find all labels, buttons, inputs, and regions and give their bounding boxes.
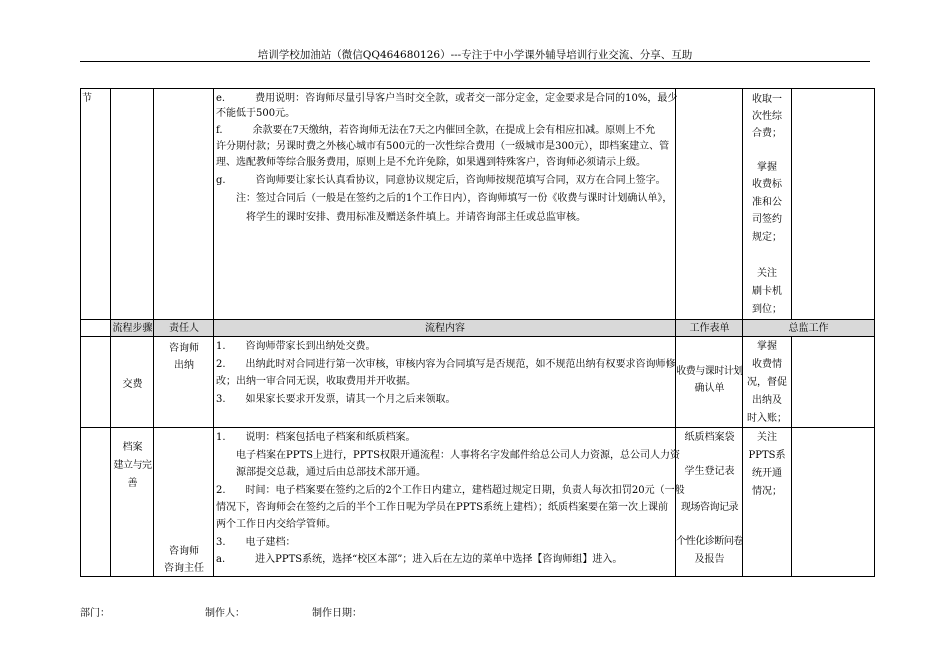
column-header-form: 工作表单 [689,323,730,334]
top-line: 许分期付款；另课时费之外核心城市有500元的一次性综合费用（一级城市是300元），即档案建立、管 [216,141,670,152]
top-section-row [81,89,874,319]
archive-line: 2. 时间：电子档案要在签约之后的2个工作日内建立，建档超过规定日期，负责人每次扣罚20元（一般 [216,485,685,496]
archive-line: a. 进入PPTS系统，选择“校区本部”；进入后在左边的菜单中选择【咨询师组】进入。 [216,554,623,565]
top-line: 不能低于500元。 [216,108,296,119]
archive-supervision-line: 统开通 [752,468,782,479]
archive-owner-line: 咨询师 [169,546,199,557]
top-supervision-line: 掌握 [757,162,777,173]
header-supervision-cell [743,320,874,337]
archive-supervision-cell [743,428,874,577]
header-content-cell [214,320,676,337]
payment-supervision-line: 况，督促 [747,377,787,388]
payment-supervision-line: 收费情 [752,359,782,370]
top-supervision-line: 司签约 [752,214,782,225]
payment-supervision-line: 时入账； [747,413,787,424]
top-supervision-text-col [743,89,792,319]
payment-form-line: 确认单 [694,383,725,394]
archive-line: 两个工作日内交给学管师。 [216,519,336,530]
top-line: 注：签过合同后（一般是在签约之后的1个工作日内），咨询师填写一份《收费与课时计划确认单》， [216,193,673,204]
archive-step-line: 善 [127,478,138,489]
archive-supervision-line: 关注 [757,432,777,443]
top-line: 将学生的课时安排、费用标准及赠送条件填上。并请咨询部主任或总监审核。 [216,212,586,223]
payment-owner-line: 咨询师 [169,343,199,354]
archive-line: 源部提交总裁，通过后由总部技术部开通。 [216,467,426,478]
column-header-supervision: 总监工作 [788,323,829,334]
top-line: 理、选配教师等综合服务费用，原则上是不允许免除，如果遇到特殊客户，咨询师必须请示上级。 [216,157,646,168]
archive-form-line: 纸质档案袋 [684,432,735,443]
top-supervision-line: 合费； [752,128,782,139]
column-header-owner: 责任人 [169,323,199,334]
archive-blank-cell [81,428,111,577]
top-content-cell [214,89,676,319]
page-header: 培训学校加油站（微信QQ464680126）---专注于中小学课外辅导培训行业交流、分享、互助 [257,49,693,61]
payment-supervision-cell [743,337,874,428]
payment-line: 2. 出纳此时对合同进行第一次审核，审核内容为合同填写是否规范，如不规范出纳有权要求咨询师修 [216,359,676,370]
top-supervision-line: 到位； [752,304,782,315]
payment-supervision-line: 出纳及 [752,395,782,406]
payment-step: 交费 [122,379,143,390]
archive-form-line: 及报告 [694,554,725,565]
archive-supervision-text-col [743,428,792,577]
archive-owner-line: 咨询主任 [164,563,204,574]
payment-blank-cell [81,337,111,428]
top-line: f. 余款要在7天缴纳，若咨询师无法在7天之内催回全款，在提成上会有相应扣减。原则上不允 [216,125,656,136]
payment-supervision-text-col [743,337,792,428]
payment-supervision-line: 掌握 [757,341,777,352]
payment-form-cell [676,337,743,428]
header-form-cell [676,320,743,337]
archive-line: 1. 说明：档案包括电子档案和纸质档案。 [216,432,416,443]
archive-step-line: 建立与完 [113,460,152,471]
archive-content-cell [214,428,685,577]
footer-dept: 部门： [80,608,110,619]
payment-line: 改；出纳一审合同无误，收取费用并开收据。 [216,376,416,387]
top-supervision-line: 规定； [752,232,782,243]
column-header-step: 流程步骤 [112,323,153,334]
top-line: g. 咨询师要让家长认真看协议，同意协议规定后，咨询师按规范填写合同，双方在合同上签字。 [216,175,666,186]
payment-line: 3. 如果家长要求开发票，请其一个月之后来领取。 [216,394,456,405]
top-empty-cell-2 [154,89,214,319]
archive-owner-cell [154,428,214,577]
payment-owner-line: 出纳 [174,360,194,371]
archive-line: 电子档案在PPTS上进行，PPTS权限开通流程：人事将名字发邮件给总公司人力资源，总公司人力资 [216,450,680,461]
top-supervision-line: 收费标 [752,179,782,190]
top-supervision-line: 准和公 [752,197,782,208]
archive-step-cell [111,428,154,577]
payment-form-line: 收费与课时计划 [676,366,743,377]
payment-owner-cell [154,337,214,428]
archive-line: 3. 电子建档： [216,537,296,548]
payment-content-cell [214,337,676,428]
header-rule [80,61,870,62]
archive-row [81,427,874,577]
archive-supervision-line: 情况； [752,486,782,497]
header-owner-cell [154,320,214,337]
header-blank-cell [81,320,111,337]
column-header-content: 流程内容 [425,323,465,334]
top-supervision-line: 刷卡机 [752,286,782,297]
top-section-label-cell [81,89,111,319]
archive-form-line: 个性化诊断问卷 [676,536,743,547]
payment-line: 1. 咨询师带家长到出纳处交费。 [216,341,376,352]
payment-row [81,336,874,428]
process-table [80,88,875,577]
top-supervision-line: 收取一 [752,94,782,105]
top-line: e. 费用说明：咨询师尽量引导客户当时交全款，或者交一部分定金，定金要求是合同的10%，最少 [216,93,678,104]
archive-form-line: 现场咨询记录 [681,502,738,513]
top-supervision-line: 关注 [757,268,777,279]
archive-line: 情况下，咨询师会在签约之后的半个工作日呢为学员在PPTS系统上建档）；纸质档案要在第一次上课前 [216,502,668,513]
top-empty-cell-1 [111,89,154,319]
archive-form-line: 学生登记表 [684,466,735,477]
top-form-cell [676,89,743,319]
payment-step-cell [111,337,154,428]
archive-form-cell [676,428,743,577]
top-supervision-line: 次性综 [752,111,782,122]
top-section-label: 节 [82,93,92,104]
header-step-cell [111,320,154,337]
top-supervision-cell [743,89,874,319]
column-header-row [81,319,874,337]
footer-date: 制作日期： [312,608,362,619]
archive-step-line: 档案 [122,442,143,453]
archive-supervision-line: PPTS系 [748,450,786,461]
footer-maker: 制作人： [205,608,245,619]
